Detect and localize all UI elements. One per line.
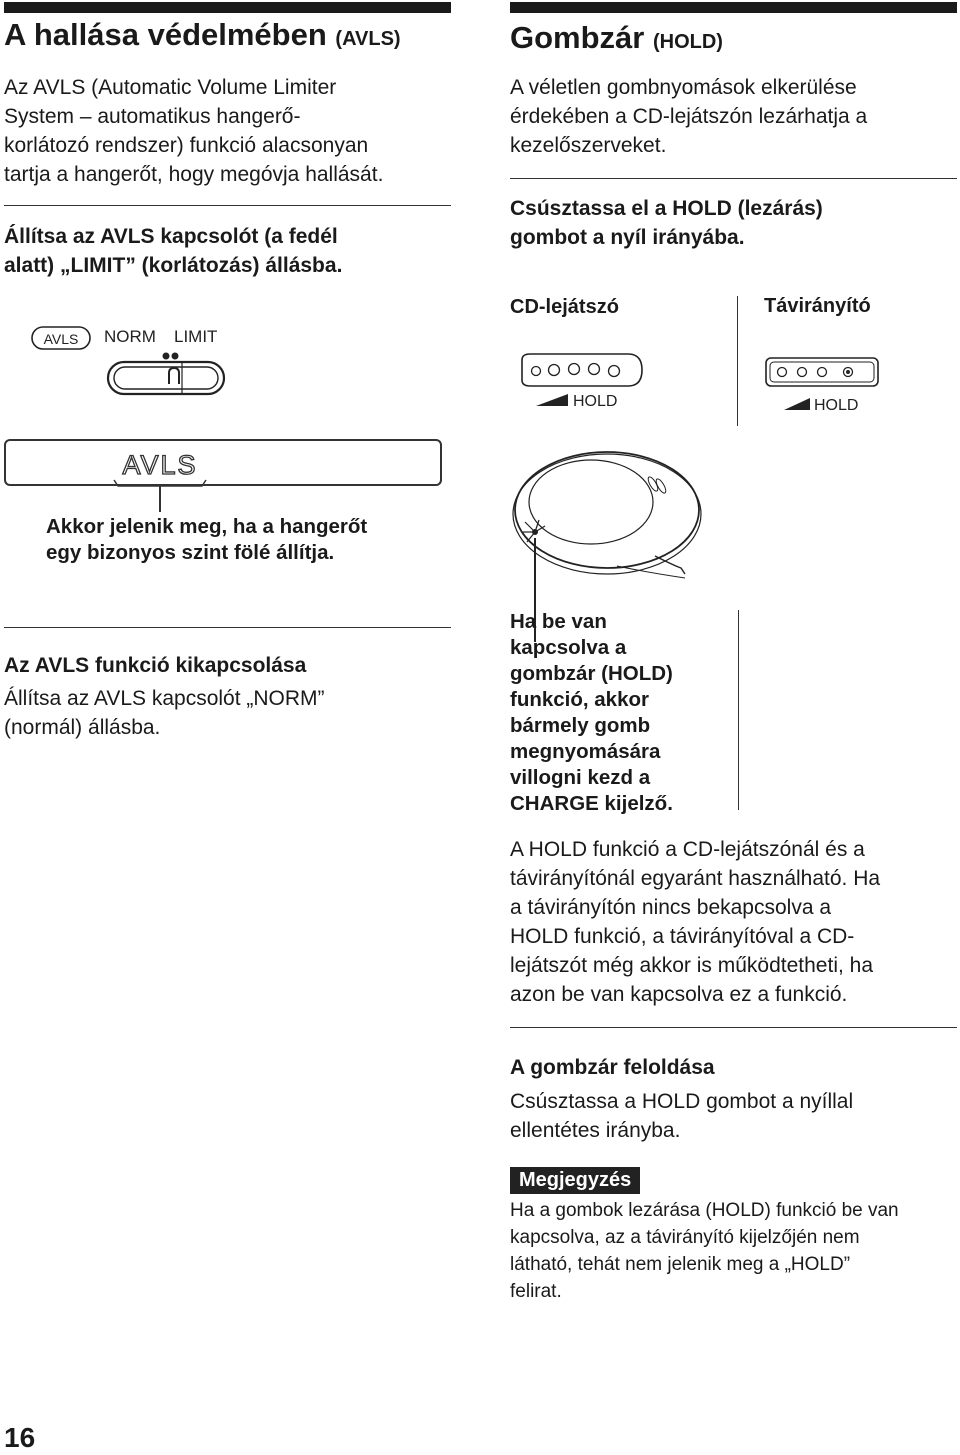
hold-info-line: A HOLD funkció a CD-lejátszónál és a: [510, 838, 865, 861]
release-body: [510, 1087, 960, 1145]
avls-off-line: (normál) állásba.: [4, 716, 161, 739]
charge-caption-line: funkció, akkor: [510, 688, 649, 711]
lcd-caption-line: Akkor jelenik meg, ha a hangerőt: [46, 515, 368, 538]
hold-info-line: távirányítónál egyaránt használható. Ha: [510, 867, 881, 890]
left-instruction: [4, 222, 454, 280]
caption-separator: [738, 610, 739, 810]
note-body-line: látható, tehát nem jelenik meg a „HOLD”: [510, 1254, 851, 1275]
right-instruction-line: Csúsztassa el a HOLD (lezárás): [510, 197, 823, 220]
left-instruction-line: Állítsa az AVLS kapcsolót (a fedél: [4, 225, 338, 248]
lcd-avls-text: AVLS: [122, 450, 198, 480]
right-title-text: Gombzár: [510, 20, 645, 55]
note-badge-wrap: [510, 1167, 640, 1194]
note-body-line: felirat.: [510, 1281, 562, 1302]
remote-hold-switch: [764, 354, 884, 416]
left-intro-line: tartja a hangerőt, hogy megóvja hallását.: [4, 163, 384, 186]
right-header-bar: [510, 2, 957, 13]
charge-caption-line: Ha be van: [510, 610, 607, 633]
release-body-line: ellentétes irányba.: [510, 1119, 681, 1142]
charge-caption-line: gombzár (HOLD): [510, 662, 673, 685]
charge-caption-line: kapcsolva a: [510, 636, 627, 659]
note-body-line: Ha a gombok lezárása (HOLD) funkció be van: [510, 1200, 899, 1221]
left-intro-line: korlátozó rendszer) funkció alacsonyan: [4, 134, 369, 157]
avls-off-title: Az AVLS funkció kikapcsolása: [4, 654, 307, 677]
remote-label: Távirányító: [764, 295, 871, 317]
hold-info-line: HOLD funkció, a távirányítóval a CD-: [510, 925, 855, 948]
cd-player-label: CD-lejátszó: [510, 296, 619, 318]
charge-caption: [510, 609, 740, 817]
note-body-line: kapcsolva, az a távirányító kijelzőjén nem: [510, 1227, 860, 1248]
release-title: A gombzár feloldása: [510, 1056, 715, 1079]
hold-info: [510, 835, 960, 1009]
lcd-caption: [46, 514, 446, 566]
left-section-title: [4, 17, 401, 57]
remote-hold-text: HOLD: [814, 397, 859, 414]
hold-info-line: lejátszót még akkor is működtetheti, ha: [510, 954, 874, 977]
left-intro-line: Az AVLS (Automatic Volume Limiter: [4, 76, 337, 99]
label-separator: [737, 296, 738, 426]
right-intro-line: kezelőszerveket.: [510, 134, 667, 157]
avls-off-body: [4, 684, 454, 742]
left-intro: [4, 73, 454, 189]
right-intro: [510, 73, 960, 160]
hold-info-line: a távirányítón nincs bekapcsolva a: [510, 896, 832, 919]
right-intro-line: A véletlen gombnyomások elkerülése: [510, 76, 857, 99]
hold-info-line: azon be van kapcsolva ez a funkció.: [510, 983, 848, 1006]
avls-switch-limit: LIMIT: [174, 327, 218, 346]
cd-hold-text: HOLD: [573, 393, 618, 410]
left-header-bar: [4, 2, 451, 13]
right-instruction: [510, 194, 960, 252]
left-divider-1: [4, 205, 451, 206]
note-badge: Megjegyzés: [510, 1167, 640, 1194]
lcd-caption-line: egy bizonyos szint fölé állítja.: [46, 541, 335, 564]
release-body-line: Csúsztassa a HOLD gombot a nyíllal: [510, 1090, 854, 1113]
left-title-text: A hallása védelmében: [4, 17, 327, 52]
lcd-display-overlay: [100, 446, 230, 516]
cd-hold-switch: [518, 350, 648, 412]
charge-caption-line: bármely gomb: [510, 714, 651, 737]
left-intro-line: System – automatikus hangerő-: [4, 105, 301, 128]
charge-caption-line: CHARGE kijelző.: [510, 792, 673, 815]
page-number: 16: [4, 1422, 36, 1453]
left-instruction-line: alatt) „LIMIT” (korlátozás) állásba.: [4, 254, 343, 277]
left-divider-2: [4, 627, 451, 628]
charge-caption-line: villogni kezd a: [510, 766, 651, 789]
right-section-title: [510, 20, 723, 60]
avls-switch-illustration: [30, 318, 240, 398]
right-divider-1: [510, 178, 957, 179]
charge-caption-line: megnyomására: [510, 740, 661, 763]
left-title-suffix: (AVLS): [335, 28, 401, 50]
right-title-suffix: (HOLD): [652, 31, 723, 53]
avls-switch-tag: AVLS: [43, 331, 79, 347]
note-body: [510, 1197, 960, 1305]
right-instruction-line: gombot a nyíl irányába.: [510, 226, 745, 249]
avls-switch-norm: NORM: [104, 327, 156, 346]
right-divider-2: [510, 1027, 957, 1028]
right-intro-line: érdekében a CD-lejátszón lezárhatja a: [510, 105, 868, 128]
avls-off-line: Állítsa az AVLS kapcsolót „NORM”: [4, 687, 325, 710]
